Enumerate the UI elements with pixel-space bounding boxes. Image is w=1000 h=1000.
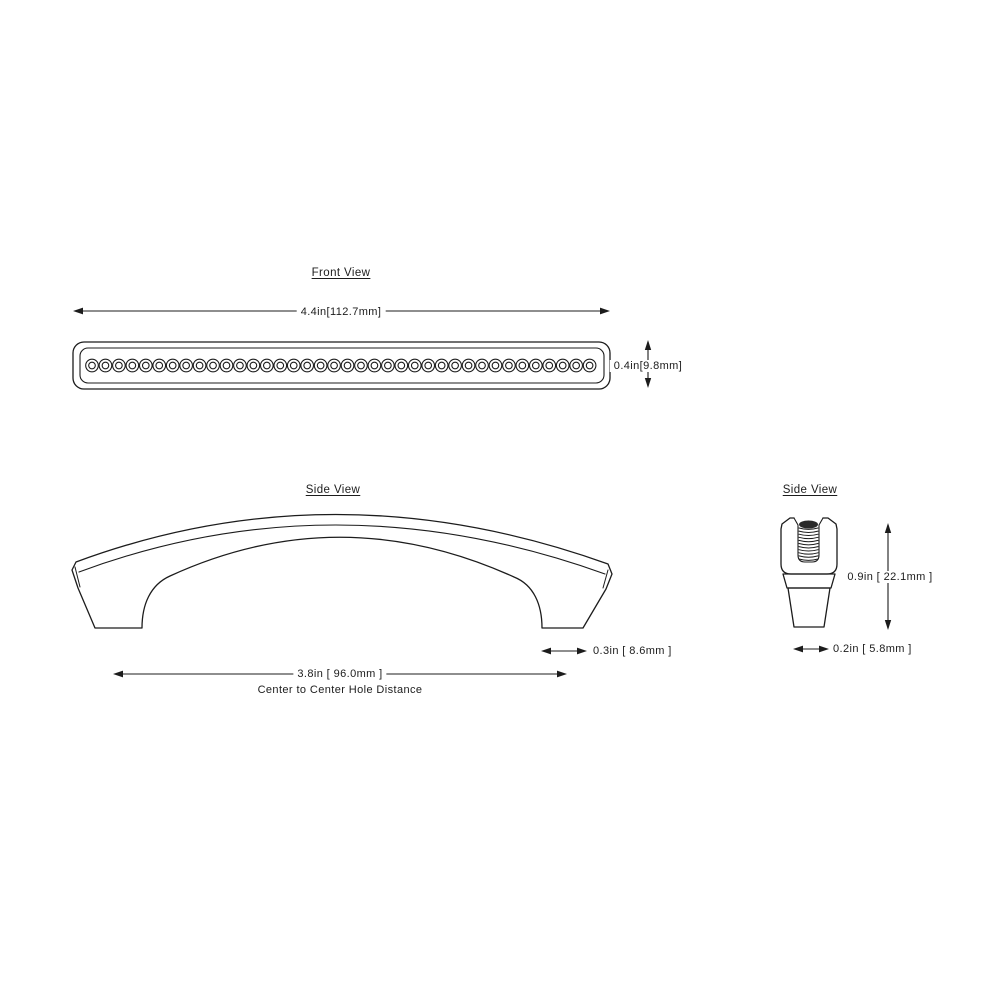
end-foot — [788, 588, 830, 627]
side-view-drawing — [72, 514, 612, 677]
side-profile-outline — [72, 514, 612, 628]
bead-row — [86, 359, 596, 372]
front-view-drawing — [73, 308, 651, 389]
end-width-dimension — [793, 646, 829, 653]
end-band — [783, 574, 835, 588]
thread-coils — [799, 528, 818, 560]
thread-top — [799, 521, 818, 529]
end-view-drawing — [781, 518, 891, 652]
side-left-tip-bevel — [75, 567, 80, 587]
end-height-dimension-label: 0.9in [ 22.1mm ] — [843, 571, 936, 583]
side-hole-distance-caption: Center to Center Hole Distance — [257, 684, 423, 696]
side-foot-dimension-label: 0.3in [ 8.6mm ] — [593, 645, 672, 657]
side-hole-distance-label: 3.8in [ 96.0mm ] — [293, 668, 386, 680]
front-height-dimension-label: 0.4in[9.8mm] — [610, 360, 686, 372]
front-view-title: Front View — [311, 267, 371, 279]
end-width-dimension-label: 0.2in [ 5.8mm ] — [833, 643, 912, 655]
side-foot-dimension — [541, 648, 587, 655]
front-width-dimension-label: 4.4in[112.7mm] — [297, 306, 386, 318]
side-view-title: Side View — [305, 484, 361, 496]
end-view-title: Side View — [782, 484, 838, 496]
side-profile-edge-line — [79, 525, 605, 574]
